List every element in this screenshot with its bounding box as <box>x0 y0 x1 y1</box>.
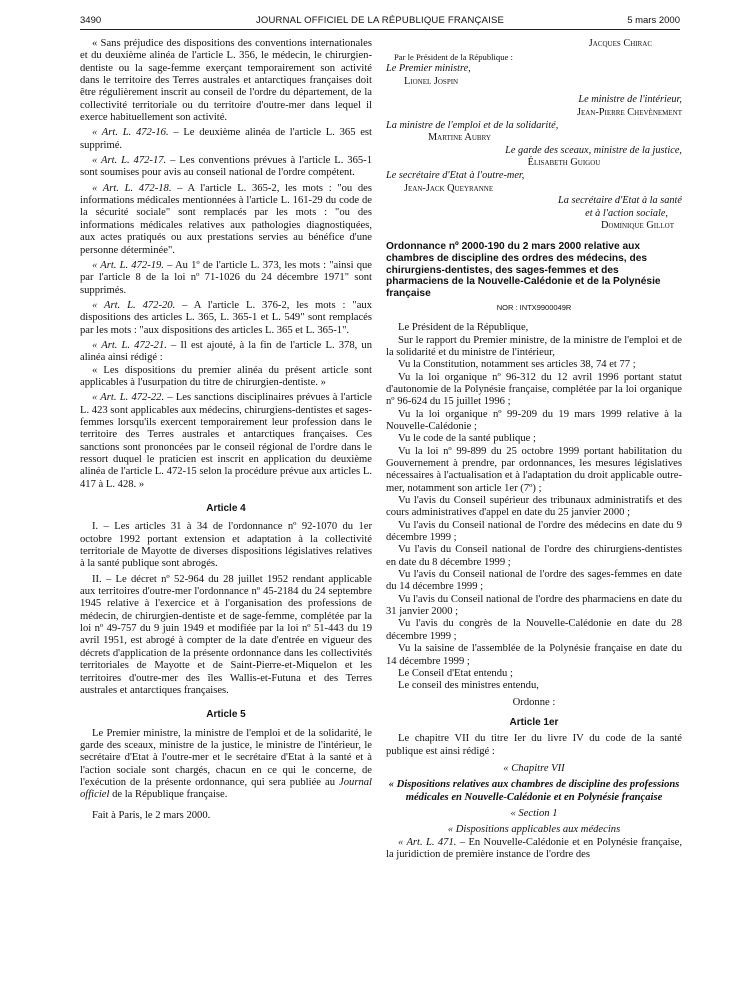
article-paragraph: « Art. L. 472-21. – Il est ajouté, à la fin de l'article L. 378, un alinéa ainsi rédigé : <box>80 339 372 364</box>
signer-name: Élisabeth Guigou <box>527 157 601 169</box>
paragraph: Le Président de la République, <box>398 322 529 334</box>
article-paragraph: « Art. L. 471. – En Nouvelle-Calédonie et en Polynésie française, la juridiction de première instance de l'ordre des <box>386 836 682 860</box>
section-heading: « Section 1 <box>510 807 558 819</box>
signer-name: Martine Aubry <box>428 132 491 144</box>
paragraph: II. – Le décret nº 52-964 du 28 juillet 1952 rendant applicable aux territoires d'outre-mer l'ordonnance nº 45-2184 du 24 septembre 1945 relative à l'exercice et à l'organisation des professions de médecin, de chirurgien-dentiste et de sage-femme, complétée par la loi nº 49-757 du 9 juin 1949 et modifiée par la loi nº 51-443 du 19 avril 1951, est abrogé à compter de la date d'entrée en vigueur des décrets d'application de la présente ordonnance dans les collectivités territoriales de Mayotte et de Saint-Pierre-et-Miquelon et les territoires d'outre-mer des îles Wallis-et-Futuna et des Terres australes et antarctiques françaises. <box>80 573 372 696</box>
paragraph: Le Premier ministre, la ministre de l'emploi et de la solidarité, le garde des sceaux, ministre de la justice, le ministre de l'intérieur, le secrétaire d'Etat à l'outre-mer et le secrétaire d'Etat à la santé et à l'action sociale sont chargés, chacun en ce qui le concerne, de l'exécution de la présente ordonnance, qui sera publiée au Journal officiel de la République française. <box>80 727 372 801</box>
article-ref: « Art. L. 472-17. <box>92 155 167 167</box>
article-paragraph: « Art. L. 472-16. – Le deuxième alinéa de l'article L. 365 est supprimé. <box>80 127 372 151</box>
paragraph: « Les dispositions du premier alinéa du présent article sont applicables à l'usurpation du titre de chirurgien-dentiste. » <box>80 364 372 388</box>
paragraph: Sur le rapport du Premier ministre, de la ministre de l'emploi et de la solidarité et du ministre de l'intérieur, <box>386 334 682 358</box>
signer-title: Le garde des sceaux, ministre de la justice, <box>505 144 682 156</box>
article-heading: Article 4 <box>206 503 246 515</box>
signature-block <box>386 38 682 233</box>
signer-title: et à l'action sociale, <box>585 207 668 219</box>
article-ref: « Art. L. 472-16. <box>92 127 169 139</box>
signer-title: La secrétaire d'Etat à la santé <box>558 195 682 207</box>
article-paragraph: « Art. L. 472-22. – Les sanctions disciplinaires prévues à l'article L. 423 sont applicables aux médecins, chirurgiens-dentistes et sages-femmes lorsqu'ils exercent temporairement leur profession dans le territoire des Terres australes et antarctiques françaises. Ces sanctions sont prononcées par le conseil régional de l'ordre dans le ressort duquel le praticien est inscrit en application du deuxième alinéa de l'article L. 472-15 selon la procédure prévue aux articles L. 417 à L. 428. » <box>80 392 372 490</box>
ordonne-line: Ordonne : <box>512 696 556 708</box>
chapter-heading: « Chapitre VII <box>503 762 565 774</box>
signer-name: Lionel Jospin <box>404 75 459 87</box>
signer-title: Par le Président de la République : <box>394 51 513 62</box>
article-ref: « Art. L. 472-20. <box>92 299 176 311</box>
journal-name: Journal officiel <box>80 776 372 801</box>
paragraph: Vu la loi nº 99-899 du 25 octobre 1999 portant habilitation du Gouvernement à prendre, par ordonnances, les mesures législatives nécessaires à l'actualisation et à l'adaptation du droit applicable outre-mer, notamment son article 1er (7º) ; <box>386 445 682 494</box>
paragraph: Vu l'avis du Conseil supérieur des tribunaux administratifs et des cours administratives d'appel en date du 25 janvier 2000 ; <box>386 495 682 519</box>
ordinance-title: Ordonnance nº 2000-190 du 2 mars 2000 relative aux chambres de discipline des ordres des médecins, des chirurgiens-dentistes, des sages-femmes et des pharmaciens de la Nouvelle-Calédonie et de la Polynésie française <box>386 240 661 300</box>
paragraph: « Sans préjudice des dispositions des conventions internationales et du deuxième alinéa de l'article L. 356, le médecin, le chirurgien-dentiste ou la sage-femme exerçant temporairement son activité dans le territoire des Terres australes et antarctiques françaises doit être régulièrement inscrit au conseil de l'ordre du département, de la collectivité territoriale ou du territoire d'outre-mer dans lequel il exerce habituellement son activité. <box>80 38 372 124</box>
signer-title: Le Premier ministre, <box>386 63 471 75</box>
header-rule <box>80 29 680 30</box>
paragraph: Vu l'avis du Conseil national de l'ordre des chirurgiens-dentistes en date du 8 décembre 1999 ; <box>386 544 682 568</box>
signer-name: Dominique Gillot <box>600 220 674 232</box>
chapter-title: « Dispositions relatives aux chambres de discipline des professions médicales en Nouvelle-Calédonie et en Polynésie française <box>388 779 680 803</box>
paragraph: Le chapitre VII du titre Ier du livre IV du code de la santé publique est ainsi rédigé : <box>386 733 682 757</box>
signer-title: Le ministre de l'intérieur, <box>578 94 682 106</box>
paragraph: I. – Les articles 31 à 34 de l'ordonnance nº 92-1070 du 1er octobre 1992 portant extension et adaptation à la collectivité territoriale de Mayotte de diverses dispositions législatives relatives à la santé publique sont abrogés. <box>80 521 372 570</box>
paragraph: Vu l'avis du Conseil national de l'ordre des médecins en date du 9 décembre 1999 ; <box>386 519 682 544</box>
article-ref: « Art. L. 472-22. <box>92 392 165 404</box>
signer-title: La ministre de l'emploi et de la solidarité, <box>386 119 559 131</box>
article-ref: « Art. L. 472-18. <box>92 182 172 194</box>
article-paragraph: « Art. L. 472-18. – A l'article L. 365-2, les mots : "ou des informations médicales mentionnées à l'article L. 161-29 du code de la sécurité sociale" sont remplacés par les mots : "ou des informations médicales relatives aux pathologies diagnostiquées, aux actes pratiqués ou aux prestations servies au bénéfice d'une personne déterminée". <box>80 182 373 256</box>
article-paragraph: « Art. L. 472-19. – Au 1º de l'article L. 373, les mots : "ainsi que par l'article 8 de la loi nº 71-1026 du 24 décembre 1971" sont supprimés. <box>80 259 372 296</box>
left-column <box>80 38 372 822</box>
paragraph: Vu l'avis du Conseil national de l'ordre des sages-femmes en date du 14 décembre 1999 ; <box>386 569 682 593</box>
paragraph: Vu l'avis du congrès de la Nouvelle-Calédonie en date du 28 décembre 1999 ; <box>386 618 682 642</box>
paragraph: Vu la Constitution, notamment ses articles 38, 74 et 77 ; <box>398 359 636 371</box>
journal-title: JOURNAL OFFICIEL DE LA RÉPUBLIQUE FRANÇAISE <box>255 15 505 26</box>
paragraph: Vu la loi organique nº 96-312 du 12 avril 1996 portant statut d'autonomie de la Polynésie française, complétée par la loi organique nº 96-624 du 15 juillet 1996 ; <box>386 371 682 408</box>
page-number: 3490 <box>80 15 102 26</box>
paragraph: Vu le code de la santé publique ; <box>398 433 536 445</box>
signer-title: Le secrétaire d'Etat à l'outre-mer, <box>386 169 525 181</box>
signer-name: Jean-Jack Queyranne <box>404 182 494 194</box>
paragraph: Vu la loi organique nº 99-209 du 19 mars 1999 relative à la Nouvelle-Calédonie ; <box>386 408 682 432</box>
signer-name: Jacques Chirac <box>588 38 652 49</box>
article-ref: « Art. L. 471. <box>398 836 457 848</box>
issue-date: 5 mars 2000 <box>627 15 680 26</box>
place-date: Fait à Paris, le 2 mars 2000. <box>92 809 211 821</box>
nor-reference: NOR : INTX9900049R <box>496 302 572 312</box>
signer-name: Jean-Pierre Chevènement <box>576 106 682 118</box>
article-ref: « Art. L. 472-19. <box>92 259 164 271</box>
paragraph: Vu l'avis du Conseil national de l'ordre des pharmaciens en date du 31 janvier 2000 ; <box>386 593 682 618</box>
paragraph: Le Conseil d'Etat entendu ; <box>398 667 513 679</box>
paragraph: Vu la saisine de l'assemblée de la Polynésie française en date du 14 décembre 1999 ; <box>386 643 682 667</box>
right-column <box>386 38 682 861</box>
article-heading: Article 5 <box>206 709 246 721</box>
paragraph: Le conseil des ministres entendu, <box>398 680 539 692</box>
article-paragraph: « Art. L. 472-17. – Les conventions prévues à l'article L. 365-1 sont soumises pour avis au conseil national de l'ordre compétent. <box>80 155 372 179</box>
section-title: « Dispositions applicables aux médecins <box>447 824 621 836</box>
article-paragraph: « Art. L. 472-20. – A l'article L. 376-2, les mots : "aux dispositions des articles L. 365, L. 365-1 et L. 549" sont remplacés par les mots : "aux dispositions des articles L. 365 et L. 365-1". <box>80 299 372 336</box>
article-ref: « Art. L. 472-21. <box>92 339 167 351</box>
article-heading: Article 1er <box>509 716 559 728</box>
